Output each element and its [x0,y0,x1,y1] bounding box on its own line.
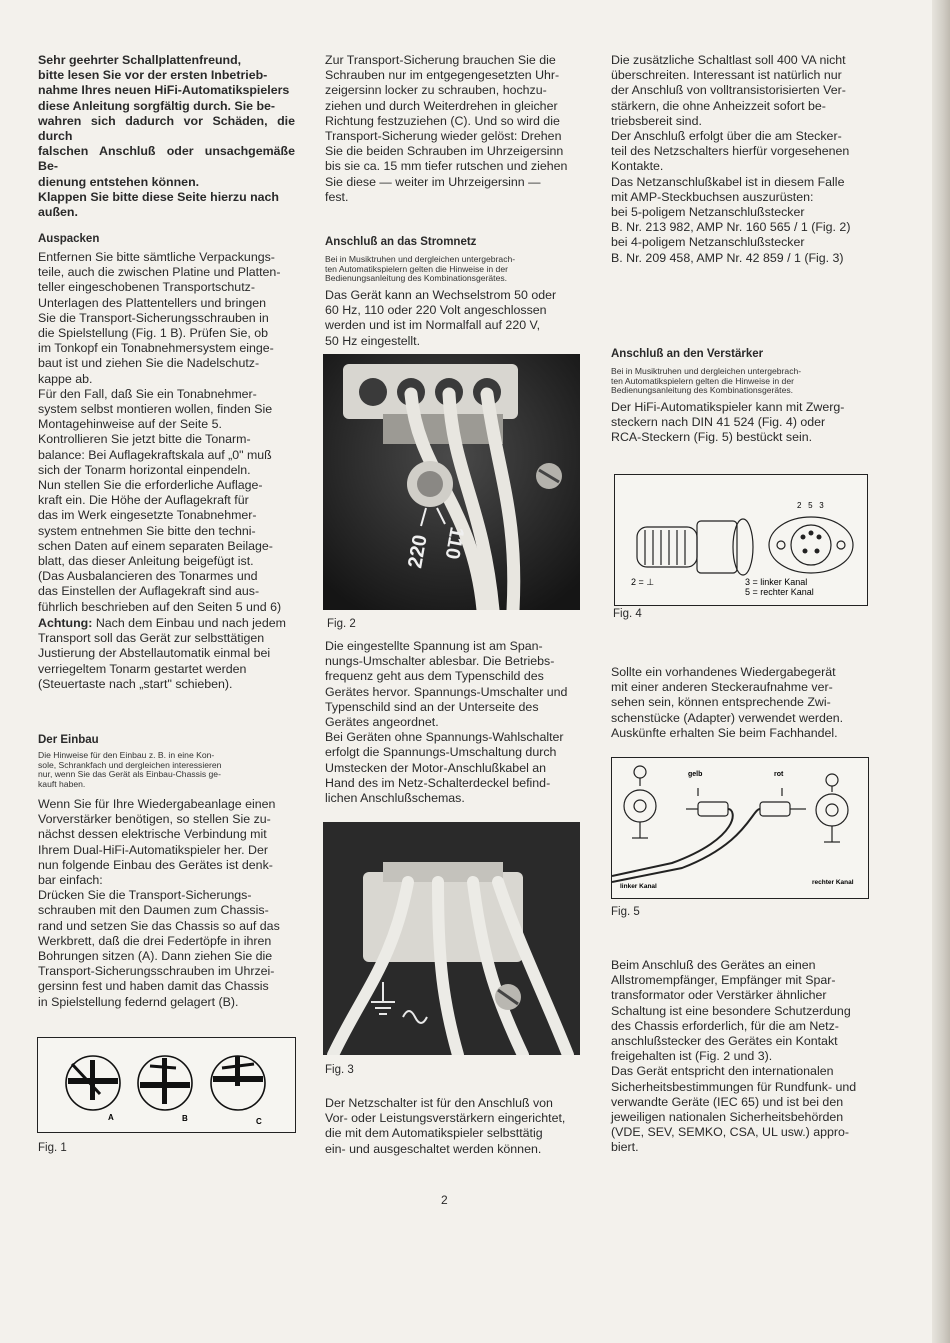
intro-text: Sehr geehrter Schallplattenfreund, bitte lesen Sie vor der ersten Inbetrieb- nahme Ihres neuen HiFi-Automatikspielers diese Anleitung sorgfältig durch. Sie be- wahren sich dadurch vor Schäden, die durch falschen Anschluß oder unsachgemäße Be- dienung entstehen können. Klappen Sie bitte diese Seite hierzu nach außen. [38,53,295,220]
verstaerker-text: Der HiFi-Automatikspieler kann mit Zwerg- steckern nach DIN 41 524 (Fig. 4) oder RCA-Steckern (Fig. 5) bestückt sein. [611,400,845,445]
fig1-label-b: B [182,1114,188,1123]
achtung-label: Achtung: [38,616,93,630]
achtung-text: Nach dem Einbau und nach jedem Transport soll das Gerät zur selbsttätigen Justierung der Abstellautomatik einmal bei verriegeltem Tonarm gestartet werden (Steuertaste nach „start" schieben). [38,616,286,691]
verstaerker-heading: Anschluß an den Verstärker [611,348,764,360]
verstaerker-note: Bei in Musiktruhen und dergleichen untergebrach- ten Automatikspielern gelten die Hinweise in der Bedienungsanleitung des Kombinationsgerätes. [611,366,802,396]
adapter-text: Sollte ein vorhandenes Wiedergabegerät mit einer anderen Steckeraufnahme ver- sehen sein, können entsprechende Zwi- schenstücke (Adapter) verwendet werden. Auskünfte erhalten Sie beim Fachhandel. [611,665,844,740]
fig3-photo [323,822,580,1055]
fig4-caption: Fig. 4 [613,608,642,620]
fig1-label-a: A [108,1113,114,1122]
fig5-drawing [612,758,868,898]
fig1-illustration [37,1037,296,1133]
transport-text: Zur Transport-Sicherung brauchen Sie die Schrauben nur im entgegengesetzten Uhr- zeigersinn locker zu schrauben, hochzu- ziehen und durch Weiterdrehen in gleicher Richtung festzuziehen (C). Und so wird die Transport-Sicherung wieder gelöst: Drehen Sie die beiden Schrauben im Uhrzeigersinn bis sie ca. 15 mm tiefer rutschen und ziehen Sie diese — weiter im Uhrzeigersinn — fest. [325,53,568,204]
fig3-text: Der Netzschalter ist für den Anschluß von Vor- oder Leistungsverstärkern eingerichtet, die mit dem Automatikspieler selbsttätig ein- und ausgeschaltet werden können. [325,1096,566,1156]
fig2-label-110: 110 [440,525,468,561]
fig5-gelb-label: gelb [688,771,703,778]
fig5-caption: Fig. 5 [611,906,640,918]
fig5-rot-label: rot [774,771,784,778]
fig2-caption: Fig. 2 [327,618,356,630]
fig4-right-channel: 5 = rechter Kanal [745,587,814,597]
allstrom-text: Beim Anschluß des Gerätes an einen Allstromempfänger, Empfänger mit Spar- transformator oder Verstärker ähnlicher Schaltung ist eine besondere Schutzerdung des Chassis erforderlich, für die am Netz- anschlußstecker des Gerätes ein Kontakt freigehalten ist (Fig. 2 und 3). Das Gerät entspricht den internationalen Sicherheitsbestimmungen für Rundfunk- und verwandte Geräte (IEC 65) und ist bei den jeweiligen nationalen Sicherheitsbehörden (VDE, SEV, SEMKO, CSA, UL usw.) appro- biert. [611,958,857,1155]
fig4-pin-numbers: 2 5 3 [797,501,824,510]
fig2-text: Die eingestellte Spannung ist am Span- nungs-Umschalter ablesbar. Die Betriebs- frequenz geht aus dem Typenschild des Gerätes hervor. Spannungs-Umschalter und Typenschild sind an der Unterseite des Gerätes angeordnet. Bei Geräten ohne Spannungs-Wahlschalter erfolgt die Spannungs-Umschaltung durch Umstecken der Motor-Anschlußkabel an Hand des im Netz-Schalterdeckel befind- lichen Anschlußschemas. [325,639,568,806]
fig4-ground-label: 2 = ⊥ [631,577,655,587]
fig2-photo [323,354,580,610]
fig2-label-220: 220 [404,533,432,570]
fig4-illustration [614,474,868,606]
strom-note: Bei in Musiktruhen und dergleichen untergebrach- ten Automatikspielern gelten die Hinweise in der Bedienungsanleitung des Kombinationsgerätes. [325,254,516,284]
schaltlast-text: Die zusätzliche Schaltlast soll 400 VA nicht überschreiten. Interessant ist natürlich nur der Anschluß von volltransistorisierten Ver- stärkern, die ohne Anheizzeit sofort be- triebsbereit sind. Der Anschluß erfolgt über die am Stecker- teil des Netzschalters hierfür vorgesehenen Kontakte. Das Netzanschlußkabel ist in diesem Falle mit AMP-Steckbuchsen auszurüsten: bei 5-poligem Netzanschlußstecker B. Nr. 213 982, AMP Nr. 160 565 / 1 (Fig. 2) bei 4-poligem Netzanschlußstecker B. Nr. 209 458, AMP Nr. 42 859 / 1 (Fig. 3) [611,53,851,265]
einbau-heading: Der Einbau [38,734,99,746]
strom-heading: Anschluß an das Stromnetz [325,236,477,248]
strom-text: Das Gerät kann an Wechselstrom 50 oder 60 Hz, 110 oder 220 Volt angeschlossen werden und ist im Normalfall auf 220 V, 50 Hz eingestellt. [325,288,557,348]
fig5-illustration [611,757,869,899]
page-number: 2 [441,1193,448,1207]
page-edge [932,0,950,1343]
einbau-text: Wenn Sie für Ihre Wiedergabeanlage einen Vorverstärker benötigen, so stellen Sie zu- nächst dessen elektrische Verbindung mit Ihrem Dual-HiFi-Automatikspieler her. Der nun folgende Einbau des Gerätes ist denk- bar einfach: Drücken Sie die Transport-Sicherungs- schrauben mit den Daumen zum Chassis- rand und setzen Sie das Chassis so auf das Werkbrett, daß die drei Federtöpfe in ihren Bohrungen sitzen (A). Dann ziehen Sie die Transport-Sicherungsschrauben im Uhrzei- gersinn fest und haben damit das Chassis in Spielstellung federnd gelagert (B). [38,797,280,1009]
fig1-label-c: C [256,1117,262,1126]
fig5-left-channel: linker Kanal [620,883,657,890]
fig2-drawing [323,354,580,610]
auspacken-text: Entfernen Sie bitte sämtliche Verpackungs- teile, auch die zwischen Platine und Platten- teller eingeschobenen Transportschutz- Unterlagen des Plattentellers und bringen Sie die Transport-Sicherungsschrauben in die Spielstellung (Fig. 1 B). Prüfen Sie, ob im Tonkopf ein Tonabnehmersystem einge- baut ist und ziehen Sie die Nadelschutz- kappe ab. Für den Fall, daß Sie ein Tonabnehmer- system selbst montieren wollen, finden Sie Montagehinweise auf der Seite 5. Kontrollieren Sie jetzt bitte die Tonarm- balance: Bei Auflagekraftskala auf „0" muß sich der Tonarm horizontal einpendeln. Nun stellen Sie die erforderliche Auflage- kraft ein. Die Höhe der Auflagekraft für das im Werk eingesetzte Tonabnehmer- system entnehmen Sie bitte den techni- schen Daten auf einem separaten Beilage- blatt, das dieser Anleitung beigefügt ist. (Das Ausbalancieren des Tonarmes und das Einstellen der Auflagekraft sind aus- führlich beschrieben auf den Seiten 5 und 6) [38,250,282,614]
fig3-caption: Fig. 3 [325,1064,354,1076]
fig5-right-channel: rechter Kanal [812,879,854,886]
achtung-paragraph [38,616,295,692]
fig1-drawing [38,1038,295,1132]
einbau-note: Die Hinweise für den Einbau z. B. in eine Kon- sole, Schrankfach und dergleichen interessieren nur, wenn Sie das Gerät als Einbau-Chassis ge- kauft haben. [38,750,222,789]
auspacken-heading: Auspacken [38,233,100,245]
fig3-drawing [323,822,580,1055]
fig4-drawing [615,475,867,605]
fig4-left-channel: 3 = linker Kanal [745,577,808,587]
fig1-caption: Fig. 1 [38,1142,67,1154]
